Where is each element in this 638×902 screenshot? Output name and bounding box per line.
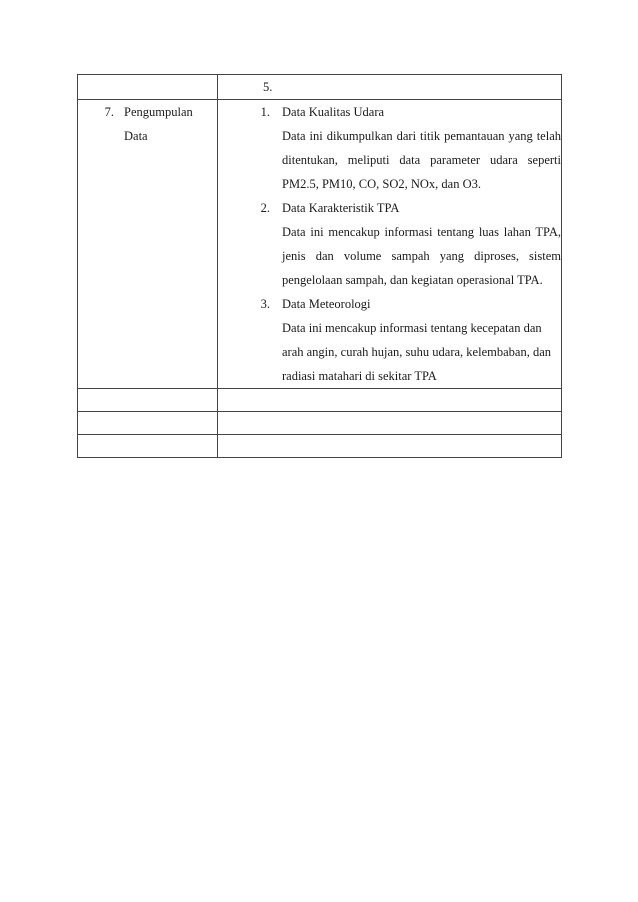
list-item-number: 1. [260, 105, 270, 119]
methodology-table [77, 74, 562, 458]
list-item [218, 100, 561, 196]
cell-empty [78, 389, 218, 412]
list-item-number: 2. [260, 201, 270, 215]
list-item-number: 3. [260, 297, 270, 311]
cell-step-label [78, 100, 218, 389]
cell-empty [218, 412, 562, 435]
list-item-title: Data Kualitas Udara [282, 105, 385, 119]
table-row-top [78, 75, 562, 100]
cell-empty [218, 389, 562, 412]
list-item-title: Data Karakteristik TPA [282, 201, 400, 215]
table-row-data-collection [78, 100, 562, 389]
cell-empty [218, 435, 562, 458]
cell-empty [78, 435, 218, 458]
list-item-title: Data Meteorologi [282, 297, 371, 311]
table-row-empty [78, 435, 562, 458]
cell-empty-left [78, 75, 218, 100]
step-item [78, 100, 217, 148]
list-item-description: Data ini mencakup informasi tentang kecepatan dan arah angin, curah hujan, suhu udara, kelembaban, dan radiasi matahari di sekitar TPA [282, 321, 551, 383]
step-label: Pengumpulan Data [124, 105, 193, 143]
list-item-description: Data ini mencakup informasi tentang luas lahan TPA, jenis dan volume sampah yang diproses, sistem pengelolaan sampah, dan kegiatan operasional TPA. [282, 225, 561, 287]
cell-step-details [218, 100, 562, 389]
step-number: 7. [104, 105, 114, 119]
list-item [218, 292, 561, 388]
table-row-empty [78, 389, 562, 412]
list-number-five: 5. [263, 80, 273, 94]
list-item-description: Data ini dikumpulkan dari titik pemantauan yang telah ditentukan, meliputi data parameter udara seperti PM2.5, PM10, CO, SO2, NOx, dan O3. [282, 129, 561, 191]
table-row-empty [78, 412, 562, 435]
cell-top-right [218, 75, 562, 100]
list-item [218, 196, 561, 292]
cell-empty [78, 412, 218, 435]
